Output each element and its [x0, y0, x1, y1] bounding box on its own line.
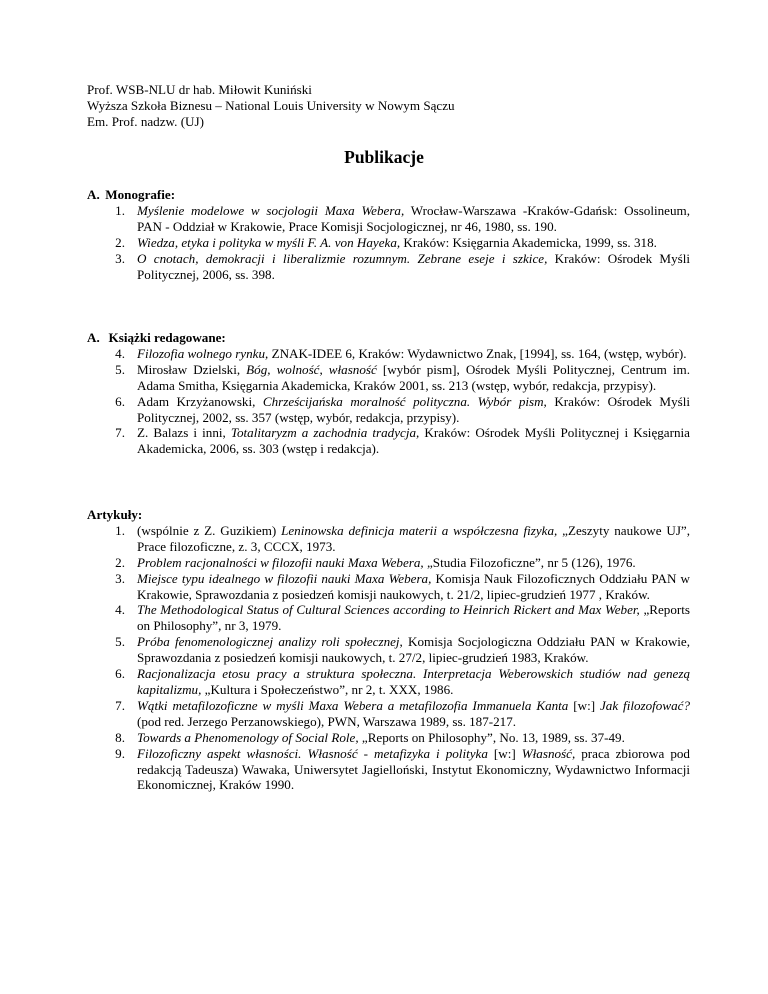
- section-heading: [87, 507, 690, 523]
- item-title: Chrześcijańska moralność polityczna. Wybór pism,: [262, 393, 547, 409]
- author-affiliation-line: Wyższa Szkoła Biznesu – National Louis University w Nowym Sączu: [87, 97, 455, 113]
- item-details: Kraków: Księgarnia Akademicka, 1999, ss. 318.: [400, 234, 657, 250]
- item-title: Towards a Phenomenology of Social Role,: [137, 729, 359, 745]
- list-item: [87, 425, 690, 457]
- item-details: ZNAK-IDEE 6, Kraków: Wydawnictwo Znak, [1994], ss. 164, (wstęp, wybór).: [268, 345, 687, 361]
- item-title: Totalitaryzm a zachodnia tradycja,: [230, 425, 420, 441]
- page-title: Publikacje: [344, 147, 424, 167]
- item-details: „Reports on Philosophy”, nr 3, 1979.: [137, 602, 690, 634]
- item-details: „Kultura i Społeczeństwo”, nr 2, t. XXX, 1986.: [201, 681, 454, 697]
- list-item: [87, 602, 690, 634]
- section-heading: [87, 187, 690, 203]
- section-monographs: [87, 187, 690, 282]
- list-item: [87, 203, 690, 235]
- item-number: 8.: [115, 729, 125, 745]
- list-item: [87, 666, 690, 698]
- item-title: Filozoficzny aspekt własności. Własność - metafizyka i polityka: [137, 745, 488, 761]
- item-author: Z. Balazs i inni,: [137, 425, 231, 441]
- list-item: [87, 730, 690, 746]
- item-author: (wspólnie z Z. Guzikiem): [137, 522, 282, 538]
- item-details: [wybór pism], Ośrodek Myśli Politycznej, Centrum im. Adama Smitha, Księgarnia Akademicka, Kraków 2001, ss. 213 (wstęp, wybór, redakcja, przypisy).: [137, 361, 690, 393]
- item-title: Próba fenomenologicznej analizy roli społecznej,: [137, 634, 403, 650]
- item-details: Komisja Socjologiczna Oddziału PAN w Krakowie, Sprawozdania z posiedzeń komisji naukowych, t. 27/2, lipiec-grudzień 1983, Kraków.: [137, 634, 691, 666]
- item-title: Filozofia wolnego rynku,: [137, 345, 269, 361]
- item-publication: praca zbiorowa pod redakcją Tadeusza) Wawaka, Uniwersytet Jagielloński, Instytut Ekonomiczny, Wydawnictwo Informacji Ekonomicznej, Kraków 1990.: [137, 745, 690, 793]
- item-author: Mirosław Dzielski,: [137, 361, 247, 377]
- author-title-line: Em. Prof. nadzw. (UJ): [87, 113, 204, 129]
- item-number: 3.: [115, 570, 125, 586]
- list-item: [87, 362, 690, 394]
- item-number: 2.: [115, 554, 125, 570]
- item-author: Adam Krzyżanowski,: [137, 393, 263, 409]
- item-details: Kraków: Ośrodek Myśli Politycznej, 2002, ss. 357 (wstęp, wybór, redakcja, przypisy).: [137, 393, 690, 425]
- item-publication: (pod red. Jerzego Perzanowskiego), PWN, Warszawa 1989, ss. 187-217.: [137, 713, 517, 729]
- item-number: 6.: [115, 393, 125, 409]
- list-item: [87, 571, 690, 603]
- item-details: Kraków: Ośrodek Myśli Politycznej i Księgarnia Akademicka, 2006, ss. 303 (wstęp i redakcja).: [137, 425, 690, 457]
- list-item: [87, 698, 690, 730]
- item-details: „Zeszyty naukowe UJ”, Prace filozoficzne, z. 3, CCCX, 1973.: [137, 522, 690, 554]
- item-title: Problem racjonalności w filozofii nauki Maxa Webera,: [137, 554, 424, 570]
- item-details: [w:]: [487, 745, 522, 761]
- list-item: [87, 746, 690, 794]
- item-title: Myślenie modelowe w socjologii Maxa Webera,: [137, 202, 405, 218]
- section-heading-label: Książki redagowane:: [108, 330, 226, 345]
- section-letter: A.: [87, 187, 100, 202]
- section-heading-label: Artykuły:: [87, 507, 143, 522]
- list-item: [87, 634, 690, 666]
- item-details: „Reports on Philosophy”, No. 13, 1989, ss. 37-49.: [358, 729, 625, 745]
- section-heading: [87, 330, 690, 346]
- author-header: [87, 82, 687, 130]
- item-number: 2.: [115, 234, 125, 250]
- item-title: Wątki metafilozoficzne w myśli Maxa Webera a metafilozofia Immanuela Kanta: [137, 697, 569, 713]
- item-number: 5.: [115, 361, 125, 377]
- item-details: Wrocław-Warszawa -Kraków-Gdańsk: Ossolineum, PAN - Oddział w Krakowie, Prace Komisji Socjologicznej, nr 46, 1980, ss. 190.: [137, 202, 690, 234]
- item-number: 1.: [115, 202, 125, 218]
- section-heading-label: Monografie:: [105, 187, 176, 202]
- item-number: 5.: [115, 634, 125, 650]
- section-edited-books: [87, 330, 690, 457]
- list-item: [87, 555, 690, 571]
- item-details: Kraków: Ośrodek Myśli Politycznej, 2006, ss. 398.: [137, 250, 690, 282]
- section-articles: [87, 507, 690, 793]
- item-title: Wiedza, etyka i polityka w myśli F. A. von Hayeka,: [137, 234, 401, 250]
- item-number: 4.: [115, 602, 125, 618]
- item-title: O cnotach, demokracji i liberalizmie rozumnym. Zebrane eseje i szkice,: [137, 250, 548, 266]
- item-details: „Studia Filozoficzne”, nr 5 (126), 1976.: [423, 554, 636, 570]
- item-details: Komisja Nauk Filozoficznych Oddziału PAN w Krakowie, Sprawozdania z posiedzeń komisji naukowych, t. 21/2, lipiec-grudzień 1977 , Kraków.: [137, 570, 690, 602]
- item-number: 3.: [115, 250, 125, 266]
- author-name-line: Prof. WSB-NLU dr hab. Miłowit Kuniński: [87, 82, 312, 97]
- list-item: [87, 523, 690, 555]
- item-title: Leninowska definicja materii a współczesna fizyka,: [281, 522, 558, 538]
- list-item: [87, 235, 690, 251]
- list-item: [87, 346, 690, 362]
- item-title: The Methodological Status of Cultural Sciences according to Heinrich Rickert and Max Weber,: [137, 602, 640, 618]
- item-number: 4.: [115, 345, 125, 361]
- item-number: 9.: [115, 745, 125, 761]
- list-item: [87, 251, 690, 283]
- item-number: 1.: [115, 522, 125, 538]
- item-book-title: Własność,: [521, 745, 576, 761]
- item-details: [w:]: [568, 697, 600, 713]
- item-book-title: Jak filozofować?: [599, 697, 690, 713]
- item-title: Miejsce typu idealnego w filozofii nauki Maxa Webera,: [137, 570, 432, 586]
- item-title: Bóg, wolność, własność: [246, 361, 377, 377]
- list-item: [87, 394, 690, 426]
- item-number: 7.: [115, 697, 125, 713]
- section-letter: A.: [87, 330, 100, 345]
- item-title: Racjonalizacja etosu pracy a struktura społeczna. Interpretacja Weberowskich studiów nad genezą kapitalizmu,: [137, 666, 690, 697]
- item-number: 6.: [115, 666, 125, 682]
- item-number: 7.: [115, 425, 125, 441]
